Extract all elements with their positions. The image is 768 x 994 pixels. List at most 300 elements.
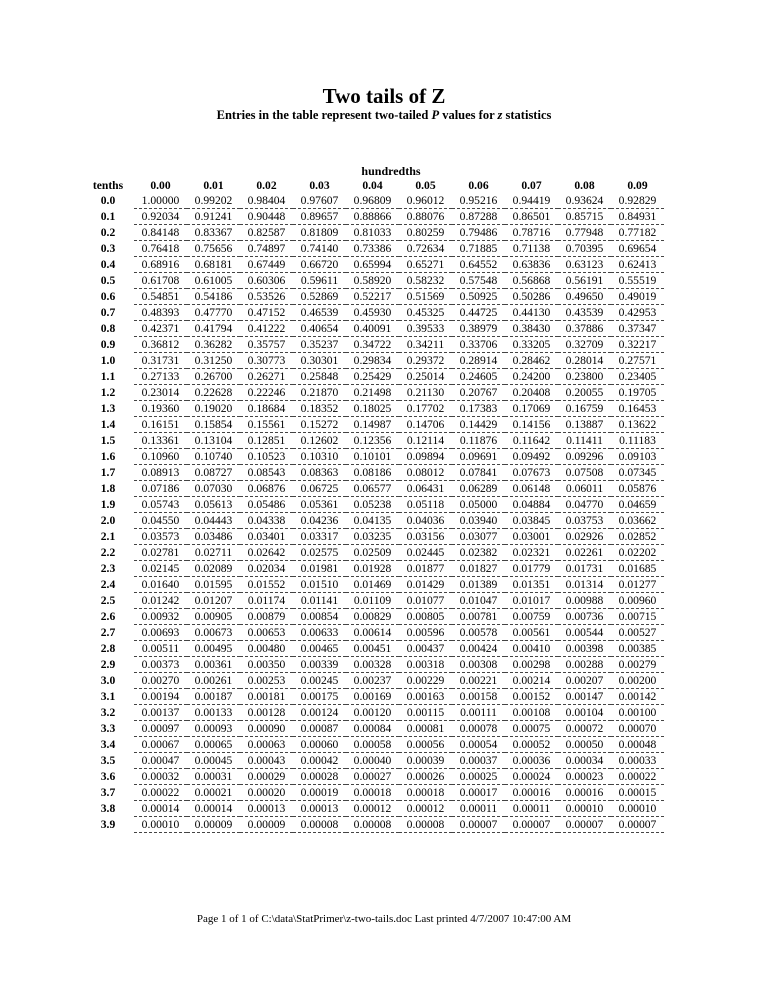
table-cell <box>187 561 240 577</box>
p-value: 0.00013 <box>300 801 339 815</box>
table-cell <box>505 561 558 577</box>
row-header-z: 0.2 <box>100 225 116 239</box>
p-value: 0.00036 <box>512 753 551 767</box>
p-value: 0.88866 <box>353 209 392 223</box>
p-value: 0.16151 <box>141 417 180 431</box>
row-header-z: 1.7 <box>100 465 116 479</box>
table-cell <box>505 705 558 721</box>
table-cell <box>505 785 558 801</box>
table-row <box>82 433 664 449</box>
table-cell <box>134 273 187 289</box>
p-value: 0.00007 <box>459 817 498 831</box>
p-value: 0.21870 <box>300 385 339 399</box>
table-cell <box>293 801 346 817</box>
p-value: 0.42953 <box>618 305 657 319</box>
p-value: 0.04659 <box>618 497 657 511</box>
row-header-z: 0.3 <box>100 241 116 255</box>
p-value: 0.31250 <box>194 353 233 367</box>
table-cell <box>558 273 611 289</box>
table-cell <box>346 689 399 705</box>
table-cell <box>240 385 293 401</box>
table-cell <box>399 513 452 529</box>
p-value: 0.00031 <box>194 769 233 783</box>
p-value: 0.76418 <box>141 241 180 255</box>
table-cell <box>346 369 399 385</box>
subtitle-suffix: statistics <box>505 108 552 122</box>
p-value: 0.00214 <box>512 673 551 687</box>
table-cell <box>558 289 611 305</box>
table-cell <box>240 257 293 273</box>
p-value: 0.00081 <box>406 721 445 735</box>
table-cell <box>505 577 558 593</box>
p-value: 0.00253 <box>247 673 286 687</box>
p-value: 0.00221 <box>459 673 498 687</box>
table-row <box>82 753 664 769</box>
table-cell <box>558 353 611 369</box>
table-cell <box>505 801 558 817</box>
p-value: 0.47770 <box>194 305 233 319</box>
table-cell <box>452 305 505 321</box>
p-value: 0.00019 <box>300 785 339 799</box>
p-value: 0.27133 <box>141 369 180 383</box>
p-value: 0.07186 <box>141 481 180 495</box>
table-cell <box>505 529 558 545</box>
p-value: 0.14429 <box>459 417 498 431</box>
p-value: 0.00279 <box>618 657 657 671</box>
table-cell <box>134 369 187 385</box>
table-cell <box>134 657 187 673</box>
p-value: 0.00137 <box>141 705 180 719</box>
p-value: 0.38430 <box>512 321 551 335</box>
table-cell <box>134 465 187 481</box>
p-value: 0.00008 <box>353 817 392 831</box>
p-value: 0.04884 <box>512 497 551 511</box>
table-cell <box>134 497 187 513</box>
p-value: 0.49650 <box>565 289 604 303</box>
table-cell <box>399 593 452 609</box>
p-value: 0.00093 <box>194 721 233 735</box>
p-value: 0.00011 <box>512 801 551 815</box>
p-value: 0.97607 <box>300 193 339 207</box>
p-value: 0.00045 <box>194 753 233 767</box>
table-cell <box>346 529 399 545</box>
p-value: 0.62413 <box>618 257 657 271</box>
table-cell <box>399 273 452 289</box>
p-value: 0.00013 <box>247 801 286 815</box>
p-value: 0.52217 <box>353 289 392 303</box>
table-cell <box>187 577 240 593</box>
p-value: 0.00052 <box>512 737 551 751</box>
p-value: 0.01731 <box>565 561 604 575</box>
table-row <box>82 273 664 289</box>
p-value: 0.00018 <box>406 785 445 799</box>
table-cell <box>611 561 664 577</box>
table-cell <box>240 321 293 337</box>
p-value: 0.10101 <box>353 449 392 463</box>
p-value: 0.00087 <box>300 721 339 735</box>
p-value: 0.36812 <box>141 337 180 351</box>
row-header-z: 3.3 <box>100 721 116 735</box>
p-value: 0.29372 <box>406 353 445 367</box>
p-value: 0.73386 <box>353 241 392 255</box>
table-cell <box>240 705 293 721</box>
table-row <box>82 337 664 353</box>
table-cell <box>505 225 558 241</box>
table-cell <box>611 337 664 353</box>
p-value: 0.47152 <box>247 305 286 319</box>
table-cell <box>558 497 611 513</box>
table-cell <box>134 401 187 417</box>
p-value: 0.29834 <box>353 353 392 367</box>
p-value: 0.40091 <box>353 321 392 335</box>
p-value: 0.15272 <box>300 417 339 431</box>
p-value: 0.00014 <box>194 801 233 815</box>
table-cell <box>558 817 611 833</box>
table-cell <box>187 305 240 321</box>
table-cell <box>452 785 505 801</box>
table-cell <box>611 689 664 705</box>
row-header-z: 1.2 <box>100 385 116 399</box>
p-value: 0.55519 <box>618 273 657 287</box>
p-value: 0.63123 <box>565 257 604 271</box>
table-cell <box>399 449 452 465</box>
p-value: 0.00781 <box>459 609 498 623</box>
table-cell <box>134 513 187 529</box>
p-value: 0.00033 <box>618 753 657 767</box>
table-cell <box>611 721 664 737</box>
p-value: 0.11183 <box>619 433 656 447</box>
table-cell <box>452 433 505 449</box>
p-value: 0.00480 <box>247 641 286 655</box>
row-header-z: 3.8 <box>100 801 116 815</box>
table-row <box>82 257 664 273</box>
table-row <box>82 497 664 513</box>
p-value: 0.63836 <box>512 257 551 271</box>
p-value: 0.00361 <box>194 657 233 671</box>
table-cell <box>346 721 399 737</box>
p-value: 0.00008 <box>300 817 339 831</box>
p-value: 0.00008 <box>406 817 445 831</box>
table-cell <box>293 337 346 353</box>
p-value: 0.10960 <box>141 449 180 463</box>
table-cell <box>134 449 187 465</box>
table-cell <box>293 753 346 769</box>
p-value: 0.00021 <box>194 785 233 799</box>
p-value: 0.01827 <box>459 561 498 575</box>
table-cell <box>240 785 293 801</box>
p-value: 0.00097 <box>141 721 180 735</box>
p-value: 0.06431 <box>406 481 445 495</box>
p-value: 0.08913 <box>141 465 180 479</box>
row-header-z: 2.3 <box>100 561 116 575</box>
table-cell <box>399 401 452 417</box>
table-cell <box>134 481 187 497</box>
table-row <box>82 609 664 625</box>
p-value: 0.00020 <box>247 785 286 799</box>
table-cell <box>452 481 505 497</box>
p-value: 0.06725 <box>300 481 339 495</box>
table-row <box>82 625 664 641</box>
row-header-z: 2.9 <box>100 657 116 671</box>
p-value: 0.04770 <box>565 497 604 511</box>
p-value: 0.00350 <box>247 657 286 671</box>
p-value: 0.01277 <box>618 577 657 591</box>
p-value: 0.02575 <box>300 545 339 559</box>
p-value: 0.00009 <box>194 817 233 831</box>
p-value: 0.02445 <box>406 545 445 559</box>
p-value: 0.03486 <box>194 529 233 543</box>
table-cell <box>346 577 399 593</box>
row-header-z: 1.1 <box>100 369 116 383</box>
table-cell <box>240 497 293 513</box>
page-footer: Page 1 of 1 of C:\data\StatPrimer\z-two-tails.doc Last printed 4/7/2007 10:47:00 AM <box>196 913 572 925</box>
p-value: 0.00960 <box>618 593 657 607</box>
p-value: 0.05361 <box>300 497 339 511</box>
table-cell <box>611 769 664 785</box>
p-value: 0.41794 <box>194 321 233 335</box>
p-value: 0.00829 <box>353 609 392 623</box>
p-value: 0.00759 <box>512 609 551 623</box>
table-cell <box>293 401 346 417</box>
p-value: 0.51569 <box>406 289 445 303</box>
table-cell <box>452 625 505 641</box>
p-value: 0.06289 <box>459 481 498 495</box>
p-value: 0.00596 <box>406 625 445 639</box>
table-cell <box>187 225 240 241</box>
row-header-z: 0.1 <box>100 209 116 223</box>
p-value: 0.37886 <box>565 321 604 335</box>
p-value: 0.11411 <box>566 433 603 447</box>
table-cell <box>187 401 240 417</box>
row-header-z: 1.6 <box>100 449 116 463</box>
table-cell <box>240 721 293 737</box>
table-cell <box>452 417 505 433</box>
p-value: 0.00424 <box>459 641 498 655</box>
p-value: 0.00056 <box>406 737 445 751</box>
p-value: 0.96809 <box>353 193 392 207</box>
table-cell <box>611 513 664 529</box>
table-cell <box>399 321 452 337</box>
p-value: 0.70395 <box>565 241 604 255</box>
table-cell <box>187 273 240 289</box>
column-header: 0.08 <box>574 179 595 192</box>
table-cell <box>187 609 240 625</box>
table-cell <box>134 225 187 241</box>
table-cell <box>558 513 611 529</box>
p-value: 0.30301 <box>300 353 339 367</box>
p-value: 0.00298 <box>512 657 551 671</box>
table-row <box>82 577 664 593</box>
table-cell <box>346 593 399 609</box>
row-header-z: 3.4 <box>100 737 116 751</box>
table-cell <box>293 353 346 369</box>
table-row <box>82 193 664 209</box>
row-header-z: 3.1 <box>100 689 116 703</box>
p-value: 0.00108 <box>512 705 551 719</box>
p-value: 0.00633 <box>300 625 339 639</box>
table-cell <box>346 193 399 209</box>
table-cell <box>558 257 611 273</box>
table-cell <box>558 689 611 705</box>
p-value: 0.07508 <box>565 465 604 479</box>
p-value: 0.00054 <box>459 737 498 751</box>
table-cell <box>187 593 240 609</box>
table-cell <box>346 545 399 561</box>
p-value: 0.00207 <box>565 673 604 687</box>
p-value: 0.31731 <box>141 353 180 367</box>
p-value: 0.02852 <box>618 529 657 543</box>
table-cell <box>611 289 664 305</box>
table-cell <box>558 529 611 545</box>
table-cell <box>505 193 558 209</box>
page-title: Two tails of Z <box>322 84 446 108</box>
table-cell <box>399 801 452 817</box>
p-value: 0.12356 <box>353 433 392 447</box>
table-cell <box>558 545 611 561</box>
table-cell <box>452 369 505 385</box>
table-cell <box>346 817 399 833</box>
p-value: 0.00128 <box>247 705 286 719</box>
table-cell <box>558 385 611 401</box>
p-value: 0.18352 <box>300 401 339 415</box>
table-cell <box>399 673 452 689</box>
p-value: 0.00194 <box>141 689 180 703</box>
table-cell <box>452 257 505 273</box>
table-cell <box>558 225 611 241</box>
p-value: 0.03317 <box>300 529 339 543</box>
p-value: 0.05118 <box>406 497 445 511</box>
p-value: 0.00142 <box>618 689 657 703</box>
table-cell <box>505 241 558 257</box>
p-value: 0.22246 <box>247 385 286 399</box>
table-cell <box>187 689 240 705</box>
table-cell <box>240 401 293 417</box>
table-cell <box>187 417 240 433</box>
p-value: 0.05486 <box>247 497 286 511</box>
table-cell <box>187 513 240 529</box>
p-value: 0.00060 <box>300 737 339 751</box>
table-cell <box>134 529 187 545</box>
table-cell <box>240 545 293 561</box>
p-value: 0.00078 <box>459 721 498 735</box>
p-value: 0.80259 <box>406 225 445 239</box>
row-header-z: 2.8 <box>100 641 116 655</box>
table-cell <box>346 433 399 449</box>
p-value: 0.13104 <box>194 433 233 447</box>
table-row <box>82 689 664 705</box>
p-value: 0.00133 <box>194 705 233 719</box>
p-value: 1.00000 <box>141 193 180 207</box>
subtitle-mid: values for <box>442 108 495 122</box>
p-value: 0.05876 <box>618 481 657 495</box>
p-value: 0.02926 <box>565 529 604 543</box>
p-value: 0.00070 <box>618 721 657 735</box>
table-cell <box>134 785 187 801</box>
p-value: 0.16759 <box>565 401 604 415</box>
table-cell <box>187 737 240 753</box>
table-cell <box>240 193 293 209</box>
table-row <box>82 225 664 241</box>
p-value: 0.42371 <box>141 321 180 335</box>
p-value: 0.25848 <box>300 369 339 383</box>
header-row <box>82 178 664 193</box>
p-value: 0.13622 <box>618 417 657 431</box>
p-value: 0.20408 <box>512 385 551 399</box>
table-cell <box>187 657 240 673</box>
table-cell <box>293 433 346 449</box>
p-value: 0.00187 <box>194 689 233 703</box>
table-cell <box>505 545 558 561</box>
table-cell <box>452 705 505 721</box>
table-row <box>82 545 664 561</box>
table-cell <box>611 225 664 241</box>
table-cell <box>505 273 558 289</box>
p-value: 0.01314 <box>565 577 604 591</box>
p-value: 0.00010 <box>565 801 604 815</box>
p-value: 0.14156 <box>512 417 551 431</box>
p-value: 0.00653 <box>247 625 286 639</box>
p-value: 0.00229 <box>406 673 445 687</box>
p-value: 0.06577 <box>353 481 392 495</box>
table-cell <box>452 289 505 305</box>
table-cell <box>187 385 240 401</box>
table-cell <box>134 193 187 209</box>
table-cell <box>293 545 346 561</box>
p-value: 0.00063 <box>247 737 286 751</box>
table-cell <box>505 721 558 737</box>
table-cell <box>240 593 293 609</box>
p-value: 0.01174 <box>247 593 286 607</box>
row-header-z: 1.3 <box>100 401 116 415</box>
table-cell <box>187 209 240 225</box>
table-cell <box>134 577 187 593</box>
table-cell <box>399 337 452 353</box>
p-value: 0.92034 <box>141 209 180 223</box>
table-cell <box>346 273 399 289</box>
table-cell <box>611 193 664 209</box>
tenths-header: tenths <box>92 179 124 192</box>
p-value: 0.00007 <box>565 817 604 831</box>
table-cell <box>399 561 452 577</box>
table-cell <box>611 241 664 257</box>
table-cell <box>611 209 664 225</box>
table-cell <box>452 209 505 225</box>
p-value: 0.96012 <box>406 193 445 207</box>
table-cell <box>240 609 293 625</box>
table-cell <box>293 385 346 401</box>
p-value: 0.09691 <box>459 449 498 463</box>
table-cell <box>293 369 346 385</box>
p-value: 0.00270 <box>141 673 180 687</box>
table-cell <box>187 465 240 481</box>
table-row <box>82 481 664 497</box>
table-cell <box>611 817 664 833</box>
p-value: 0.07673 <box>512 465 551 479</box>
p-value: 0.00024 <box>512 769 551 783</box>
table-cell <box>187 673 240 689</box>
table-cell <box>611 481 664 497</box>
table-cell <box>240 673 293 689</box>
table-cell <box>399 625 452 641</box>
p-value: 0.45325 <box>406 305 445 319</box>
p-value: 0.00032 <box>141 769 180 783</box>
table-cell <box>611 785 664 801</box>
p-value: 0.13361 <box>141 433 180 447</box>
table-cell <box>452 401 505 417</box>
column-header: 0.06 <box>468 179 489 192</box>
table-cell <box>240 433 293 449</box>
p-value: 0.01389 <box>459 577 498 591</box>
